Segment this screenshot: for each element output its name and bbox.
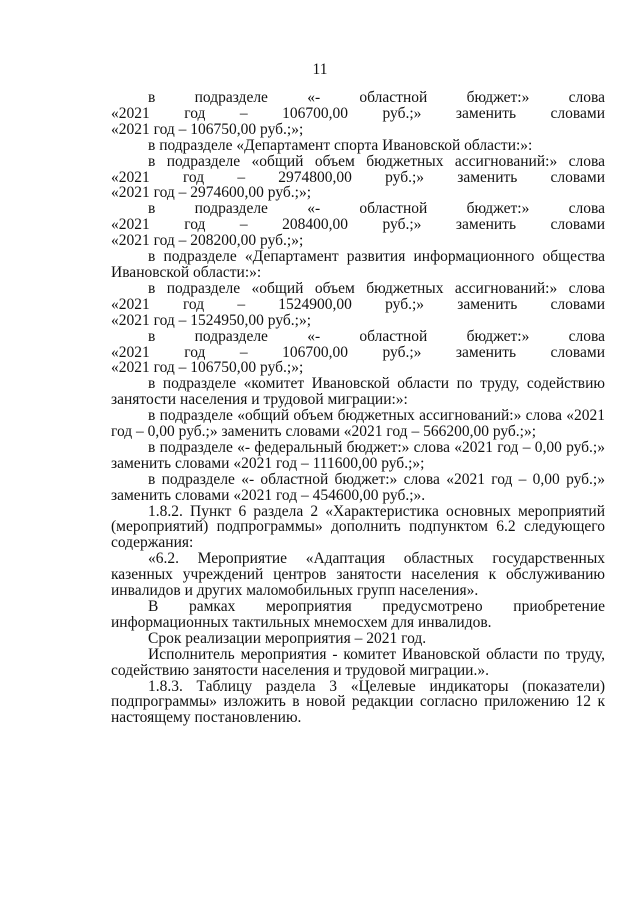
page-number: 11 [312,61,328,78]
paragraph: в подразделе «- областной бюджет:» слова [148,89,605,106]
paragraph: в подразделе «- областной бюджет:» слова «2021 год – 0,00 руб.;» заменить словами «2021 год – 454600,00 руб.;». [111,470,605,504]
paragraph: «2021 год – 2974800,00 руб.;» заменить словами [111,168,605,186]
paragraph: в подразделе «- областной бюджет:» слова [148,327,605,345]
paragraph: в подразделе «комитет Ивановской области по труду, содействию занятости населения и трудовой миграции:»: [111,375,605,409]
paragraph: «2021 год – 106750,00 руб.;»; [111,359,304,377]
paragraph: «2021 год – 208400,00 руб.;» заменить словами [111,216,605,234]
paragraph: «2021 год – 106700,00 руб.;» заменить словами [111,104,605,122]
paragraph: в подразделе «Департамент спорта Ивановской области:»: [148,136,533,154]
paragraph: «2021 год – 1524900,00 руб.;» заменить словами [111,295,605,313]
paragraph: в подразделе «общий объем бюджетных ассигнований:» слова [148,279,605,297]
paragraph: в подразделе «- областной бюджет:» слова [148,200,605,218]
paragraph: «2021 год – 1524950,00 руб.;»; [111,311,312,329]
paragraph: Исполнитель мероприятия - комитет Ивановской области по труду, содействию занятости населения и трудовой миграции.». [111,645,605,679]
document-body [111,90,605,726]
paragraph: «2021 год – 106750,00 руб.;»; [111,120,304,138]
paragraph: 1.8.3. Таблицу раздела 3 «Целевые индикаторы (показатели) подпрограммы» изложить в новой редакции согласно приложению 12 к настоящему постановлению. [111,677,605,727]
paragraph: «2021 год – 208200,00 руб.;»; [111,232,304,250]
paragraph: в подразделе «- федеральный бюджет:» слова «2021 год – 0,00 руб.;» заменить словами «2021 год – 111600,00 руб.;»; [111,438,605,472]
paragraph: 1.8.2. Пункт 6 раздела 2 «Характеристика основных мероприятий (мероприятий) подпрограммы» дополнить подпунктом 6.2 следующего содержания: [111,502,605,552]
paragraph: «2021 год – 2974600,00 руб.;»; [111,184,312,202]
paragraph: Срок реализации мероприятия – 2021 год. [148,629,427,647]
paragraph: В рамках мероприятия предусмотрено приобретение информационных тактильных мнемосхем для инвалидов. [111,598,605,631]
paragraph: «2021 год – 106700,00 руб.;» заменить словами [111,343,605,361]
paragraph: в подразделе «Департамент развития информационного общества Ивановской области:»: [111,248,605,281]
paragraph: «6.2. Мероприятие «Адаптация областных государственных казенных учреждений центров занятости населения к обслуживанию инвалидов и других маломобильных групп населения». [111,550,605,600]
paragraph: в подразделе «общий объем бюджетных ассигнований:» слова «2021 год – 0,00 руб.;» заменить словами «2021 год – 566200,00 руб.;»; [111,407,605,441]
paragraph: в подразделе «общий объем бюджетных ассигнований:» слова [148,152,605,170]
